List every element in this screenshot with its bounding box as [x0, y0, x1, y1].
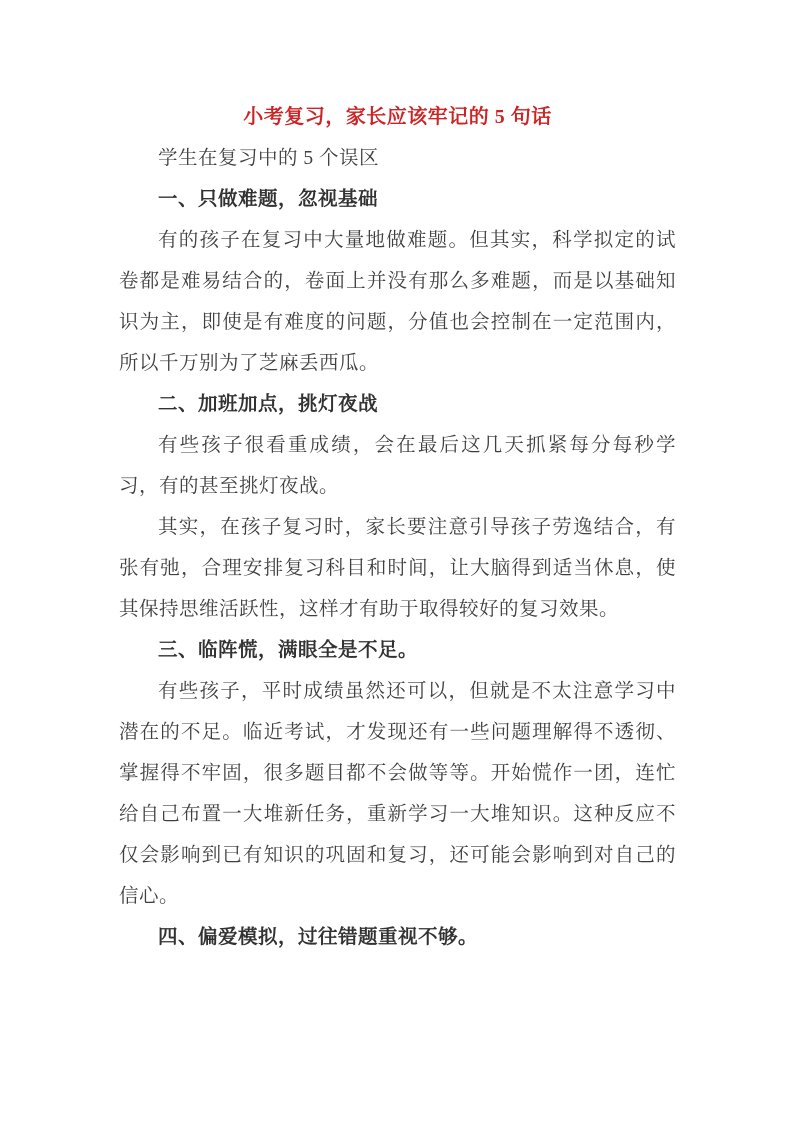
section-3-paragraph: 有些孩子，平时成绩虽然还可以，但就是不太注意学习中潜在的不足。临近考试，才发现还有一些问题理解得不透彻、掌握得不牢固，很多题目都不会做等等。开始慌作一团，连忙给自己布置一大堆新任务，重新学习一大堆知识。这种反应不仅会影响到已有知识的巩固和复习，还可能会影响到对自己的信心。 [119, 681, 676, 907]
section-2-paragraph-1: 有些孩子很看重成绩，会在最后这几天抓紧每分每秒学习，有的甚至挑灯夜战。 [119, 435, 676, 497]
section-heading-4: 四、偏爱模拟，过往错题重视不够。 [158, 927, 479, 948]
document-title: 小考复习，家长应该牢记的 5 句话 [243, 106, 552, 128]
section-2-paragraph-2: 其实，在孩子复习时，家长要注意引导孩子劳逸结合，有张有弛，合理安排复习科目和时间，让大脑得到适当休息，使其保持思维活跃性，这样才有助于取得较好的复习效果。 [119, 517, 676, 620]
section-1-paragraph: 有的孩子在复习中大量地做难题。但其实，科学拟定的试卷都是难易结合的，卷面上并没有那么多难题，而是以基础知识为主，即使是有难度的问题，分值也会控制在一定范围内，所以千万别为了芝麻丢西瓜。 [119, 230, 676, 374]
section-heading-3: 三、临阵慌，满眼全是不足。 [158, 640, 419, 661]
section-heading-2: 二、加班加点，挑灯夜战 [158, 394, 379, 415]
section-heading-1: 一、只做难题，忽视基础 [158, 189, 379, 210]
document-content [119, 97, 676, 958]
intro-line: 学生在复习中的 5 个误区 [158, 148, 380, 169]
